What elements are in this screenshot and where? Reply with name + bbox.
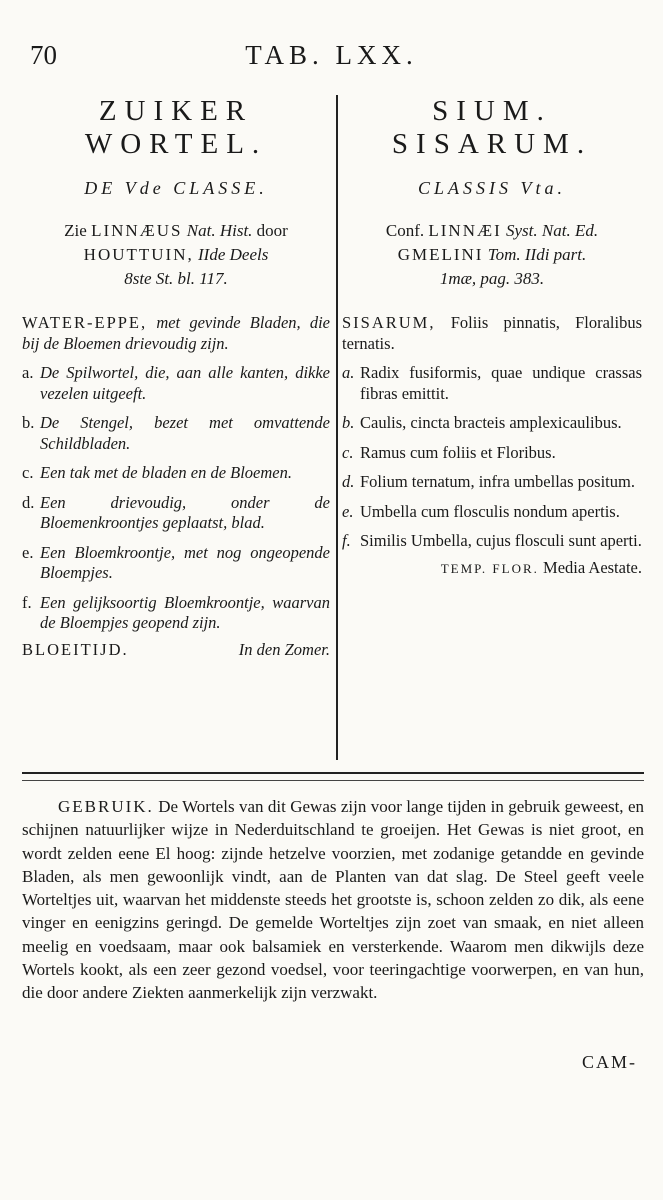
latin-title-line2: SISARUM. [391,128,593,160]
dutch-class: DE Vde CLASSE. [84,178,268,198]
latin-entry: f. Similis Umbella, cujus flosculi sunt aperti. [342,531,642,550]
flowering-label: BLOEITIJD. [22,639,129,659]
ref-page: 8ste St. bl. 117. [124,269,228,288]
ref-volume: IIde Deels [198,245,269,264]
dutch-title-line2: WORTEL. [84,128,268,160]
usage-lead: GEBRUIK. [58,797,154,816]
latin-lead-name: SISARUM, [342,313,436,332]
latin-entry: d. Folium ternatum, infra umbellas positum. [342,472,635,491]
page-number: 70 [30,40,57,70]
flowering-value: Media Aestate. [543,557,642,577]
plate-heading: TAB. LXX. [245,40,418,70]
latin-flowering-time [342,558,642,578]
column-divider [336,95,338,760]
dutch-entry: f. Een gelijksoortig Bloemkroontje, waarvan de Bloempjes geopend zijn. [22,592,330,632]
dutch-main-text: met gevinde Bladen, die bij de Bloemen drievoudig zijn. [22,313,330,353]
dutch-lead-name: WATER-EPPE, [22,313,148,332]
latin-main-text: Foliis pinnatis, Floralibus ternatis. [342,313,642,353]
latin-entry: a. Radix fusiformis, quae undique crassas fibras emittit. [342,363,642,403]
ref-editor: GMELINI [397,245,484,264]
dutch-flowering-time [22,640,330,660]
latin-class: CLASSIS Vta. [417,178,566,198]
dutch-entry: c. Een tak met de bladen en de Bloemen. [22,463,292,482]
latin-main-description [342,313,642,354]
dutch-reference [22,219,330,291]
latin-column [342,95,642,578]
dutch-entry: b. De Stengel, bezet met omvattende Schildbladen. [22,413,330,453]
latin-entry: e. Umbella cum flosculis nondum apertis. [342,501,620,521]
usage-text: De Wortels van dit Gewas zijn voor lange tijden in gebruik geweest, en schijnen natuurlijker wijze in Nederduitschland te groeijen. Het Gewas is niet groot, en wordt zelden eene El hoog: zijnde hetzelve voorzien, met zodanige getandde en gevinde Bladen, als men gewoonlijk vindt, aan de Planten van dat slag. De Steel geeft veele Worteltjes uit, waarvan het middenste steeds het grootste is, schoon zelden zo dik, als eene vinger en eenigzins geringd. De gemelde Worteltjes zijn zoet van smaak, en niet alleen meelig en voedsaam, maar ook balsamiek en versterkende. Waarom men dikwijls deze Wortels kookt, als een zeer gezond voedsel, voor teeringachtige voorwerpen, en van hun, die door andere Ziekten aanmerkelijk zijn verzwakt. [22,797,644,1003]
ref-prefix: Zie [64,221,87,240]
ref-volume: Tom. IIdi part. [487,245,587,264]
ref-prefix: Conf. [385,221,425,240]
ref-work: Syst. Nat. Ed. [506,221,599,240]
catchword: CAM- [581,1052,637,1072]
section-rule [22,772,644,774]
dutch-entry: e. Een Bloemkroontje, met nog ongeopende Bloempjes. [22,542,330,582]
ref-author: LINNÆUS [91,221,183,240]
section-rule-thin [22,780,644,781]
ref-page: 1mæ, pag. 383. [439,269,545,288]
usage-paragraph [22,795,644,1005]
flowering-label: TEMP. FLOR. [440,560,539,576]
ref-work: Nat. Hist. [186,221,253,240]
dutch-entry: d. Een drievoudig, onder de Bloemenkroontjes geplaatst, blad. [22,492,330,532]
ref-author: LINNÆI [428,221,502,240]
latin-reference [342,219,642,291]
dutch-main-description [22,313,330,354]
dutch-column [22,95,330,660]
ref-translator: HOUTTUIN, [83,245,194,264]
ref-suffix: door [256,221,288,240]
dutch-entry: a. De Spilwortel, die, aan alle kanten, dikke vezelen uitgeeft. [22,363,330,403]
dutch-title-line1: ZUIKER [98,95,254,127]
latin-entry: b. Caulis, cincta bracteis amplexicaulibus. [342,413,622,432]
latin-title-line1: SIUM. [432,95,552,127]
flowering-value: In den Zomer. [238,639,330,659]
latin-entry: c. Ramus cum foliis et Floribus. [342,442,556,462]
